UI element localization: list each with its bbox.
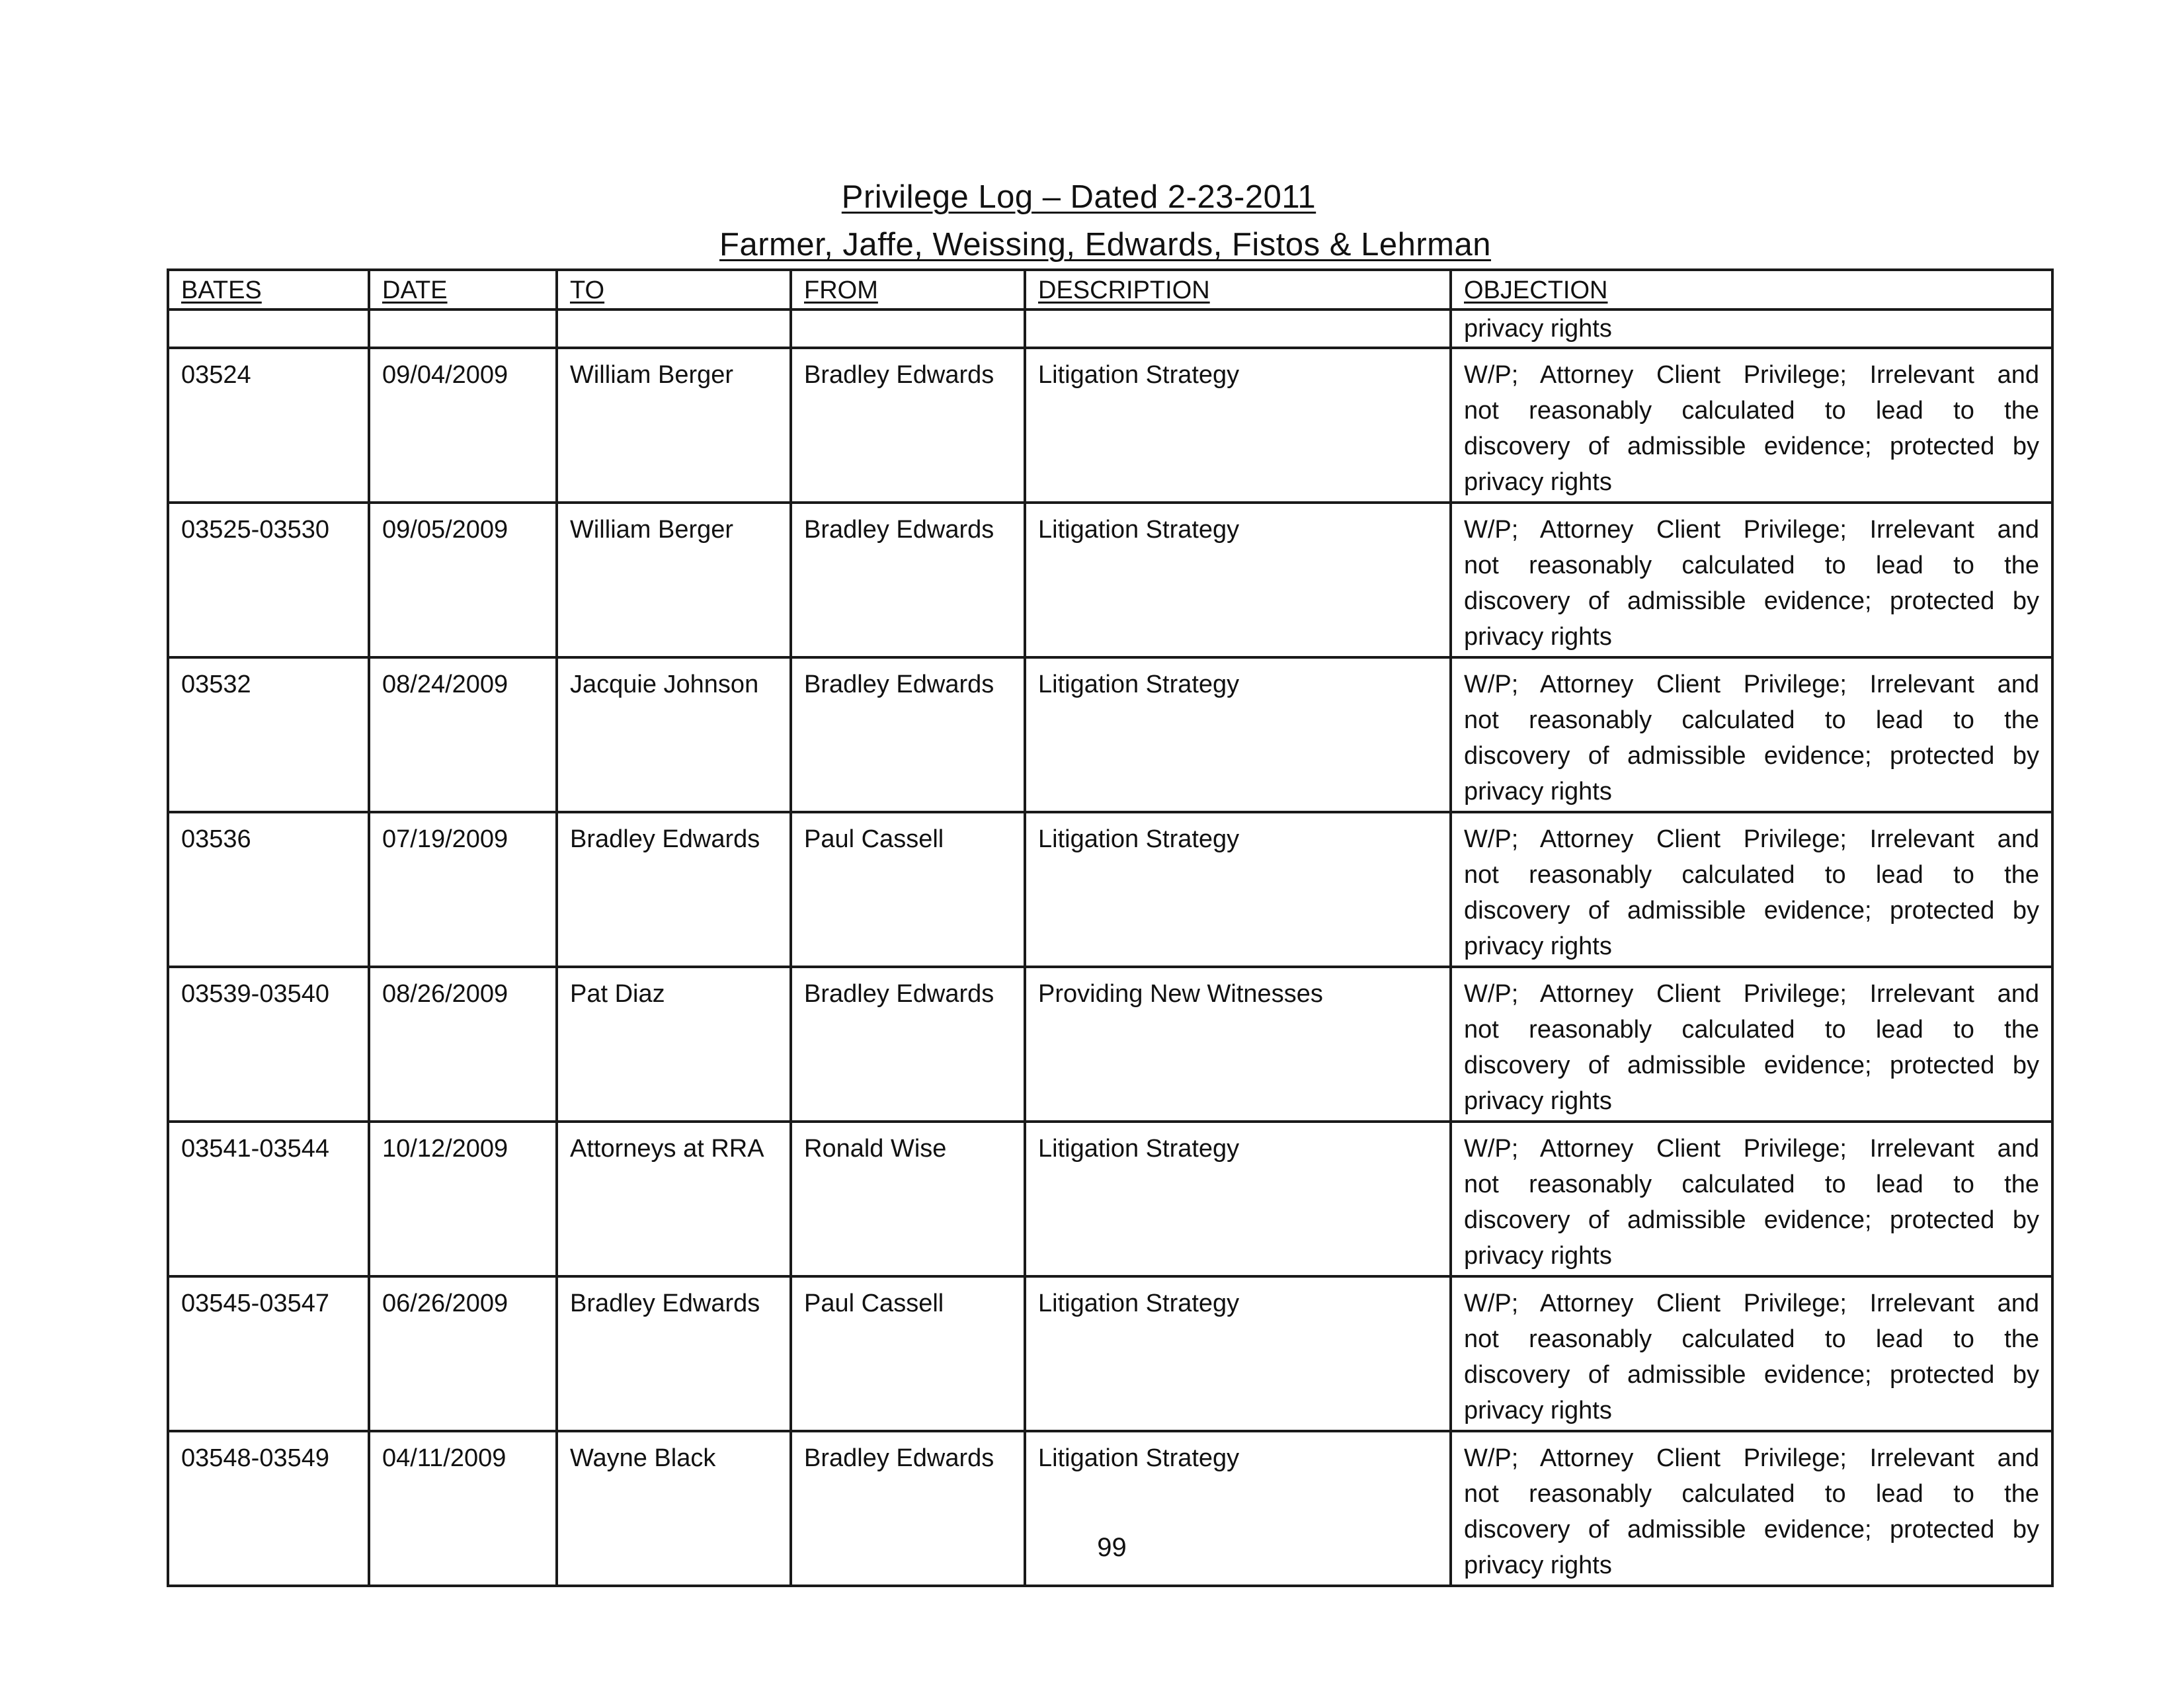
objection-line: privacy rights — [1464, 468, 1612, 496]
bates-cell: 03532 — [168, 657, 369, 812]
objection-line: not reasonably calculated to lead to the — [1464, 706, 2039, 734]
column-header-date: DATE — [369, 270, 557, 309]
column-header-bates: BATES — [168, 270, 369, 309]
objection-line: not reasonably calculated to lead to the — [1464, 1325, 2039, 1353]
bates-cell: 03536 — [168, 812, 369, 967]
objection-cell — [1451, 657, 2052, 812]
from-cell: Bradley Edwards — [791, 503, 1025, 657]
description-cell: Litigation Strategy — [1025, 812, 1451, 967]
objection-line: privacy rights — [1464, 1397, 1612, 1424]
table-header-row — [168, 270, 2052, 309]
objection-cell — [1451, 967, 2052, 1122]
page-title: Privilege Log – Dated 2-23-2011 — [841, 179, 1316, 215]
objection-line: W/P; Attorney Client Privilege; Irrelevant and — [1464, 516, 2039, 544]
description-cell: Litigation Strategy — [1025, 1431, 1451, 1586]
from-cell: Bradley Edwards — [791, 1431, 1025, 1586]
objection-line: W/P; Attorney Client Privilege; Irrelevant and — [1464, 825, 2039, 853]
privilege-log-table — [167, 268, 2054, 1587]
carryover-from-cell — [791, 309, 1025, 348]
bates-cell: 03548-03549 — [168, 1431, 369, 1586]
objection-line: privacy rights — [1464, 1551, 1612, 1579]
table-row — [168, 348, 2052, 503]
description-cell: Litigation Strategy — [1025, 1276, 1451, 1431]
date-cell: 04/11/2009 — [369, 1431, 557, 1586]
objection-line: not reasonably calculated to lead to the — [1464, 397, 2039, 425]
table-row — [168, 657, 2052, 812]
objection-cell — [1451, 1122, 2052, 1276]
from-cell: Bradley Edwards — [791, 657, 1025, 812]
objection-line: discovery of admissible evidence; protected by — [1464, 1051, 2039, 1079]
objection-line: privacy rights — [1464, 623, 1612, 651]
description-cell: Litigation Strategy — [1025, 1122, 1451, 1276]
objection-line: discovery of admissible evidence; protected by — [1464, 433, 2039, 460]
objection-line: discovery of admissible evidence; protected by — [1464, 587, 2039, 615]
objection-line: W/P; Attorney Client Privilege; Irrelevant and — [1464, 980, 2039, 1008]
objection-line: discovery of admissible evidence; protected by — [1464, 1206, 2039, 1234]
date-cell: 07/19/2009 — [369, 812, 557, 967]
objection-line: not reasonably calculated to lead to the — [1464, 1480, 2039, 1508]
table-row — [168, 1276, 2052, 1431]
to-cell: William Berger — [557, 503, 791, 657]
to-cell: Jacquie Johnson — [557, 657, 791, 812]
to-cell: Attorneys at RRA — [557, 1122, 791, 1276]
column-header-to: TO — [557, 270, 791, 309]
table-row — [168, 1122, 2052, 1276]
from-cell: Paul Cassell — [791, 1276, 1025, 1431]
description-cell: Providing New Witnesses — [1025, 967, 1451, 1122]
objection-cell — [1451, 348, 2052, 503]
page-subtitle: Farmer, Jaffe, Weissing, Edwards, Fistos & Lehrman — [719, 227, 1491, 263]
objection-line: discovery of admissible evidence; protected by — [1464, 1516, 2039, 1544]
objection-line: W/P; Attorney Client Privilege; Irrelevant and — [1464, 1444, 2039, 1472]
description-cell: Litigation Strategy — [1025, 657, 1451, 812]
objection-line: W/P; Attorney Client Privilege; Irrelevant and — [1464, 361, 2039, 389]
bates-cell: 03539-03540 — [168, 967, 369, 1122]
carryover-date-cell — [369, 309, 557, 348]
page-number: 99 — [1097, 1533, 1127, 1562]
to-cell: Wayne Black — [557, 1431, 791, 1586]
document-header — [0, 173, 2184, 268]
objection-line: discovery of admissible evidence; protected by — [1464, 742, 2039, 770]
bates-cell: 03525-03530 — [168, 503, 369, 657]
table-row — [168, 503, 2052, 657]
column-header-objection: OBJECTION — [1451, 270, 2052, 309]
objection-line: not reasonably calculated to lead to the — [1464, 1171, 2039, 1198]
date-cell: 09/04/2009 — [369, 348, 557, 503]
from-cell: Bradley Edwards — [791, 967, 1025, 1122]
from-cell: Paul Cassell — [791, 812, 1025, 967]
objection-line: privacy rights — [1464, 778, 1612, 805]
objection-line: privacy rights — [1464, 932, 1612, 960]
date-cell: 09/05/2009 — [369, 503, 557, 657]
objection-line: W/P; Attorney Client Privilege; Irrelevant and — [1464, 1290, 2039, 1317]
date-cell: 08/24/2009 — [369, 657, 557, 812]
to-cell: Pat Diaz — [557, 967, 791, 1122]
to-cell: Bradley Edwards — [557, 1276, 791, 1431]
to-cell: William Berger — [557, 348, 791, 503]
description-cell: Litigation Strategy — [1025, 503, 1451, 657]
from-cell: Bradley Edwards — [791, 348, 1025, 503]
objection-cell — [1451, 1276, 2052, 1431]
bates-cell: 03541-03544 — [168, 1122, 369, 1276]
carryover-description-cell — [1025, 309, 1451, 348]
from-cell: Ronald Wise — [791, 1122, 1025, 1276]
bates-cell: 03545-03547 — [168, 1276, 369, 1431]
carryover-to-cell — [557, 309, 791, 348]
date-cell: 08/26/2009 — [369, 967, 557, 1122]
objection-line: not reasonably calculated to lead to the — [1464, 1016, 2039, 1044]
objection-line: not reasonably calculated to lead to the — [1464, 552, 2039, 579]
objection-cell — [1451, 503, 2052, 657]
to-cell: Bradley Edwards — [557, 812, 791, 967]
carryover-bates-cell — [168, 309, 369, 348]
carryover-objection-cell: privacy rights — [1451, 309, 2052, 348]
column-header-description: DESCRIPTION — [1025, 270, 1451, 309]
table-row — [168, 967, 2052, 1122]
column-header-from: FROM — [791, 270, 1025, 309]
date-cell: 10/12/2009 — [369, 1122, 557, 1276]
objection-line: privacy rights — [1464, 1242, 1612, 1270]
date-cell: 06/26/2009 — [369, 1276, 557, 1431]
objection-line: privacy rights — [1464, 1087, 1612, 1115]
objection-line: discovery of admissible evidence; protected by — [1464, 1361, 2039, 1389]
table-row — [168, 812, 2052, 967]
objection-line: W/P; Attorney Client Privilege; Irrelevant and — [1464, 1135, 2039, 1163]
description-cell: Litigation Strategy — [1025, 348, 1451, 503]
objection-line: not reasonably calculated to lead to the — [1464, 861, 2039, 889]
bates-cell: 03524 — [168, 348, 369, 503]
objection-line: W/P; Attorney Client Privilege; Irrelevant and — [1464, 671, 2039, 698]
carryover-row — [168, 309, 2052, 348]
objection-cell — [1451, 812, 2052, 967]
objection-line: discovery of admissible evidence; protected by — [1464, 897, 2039, 925]
